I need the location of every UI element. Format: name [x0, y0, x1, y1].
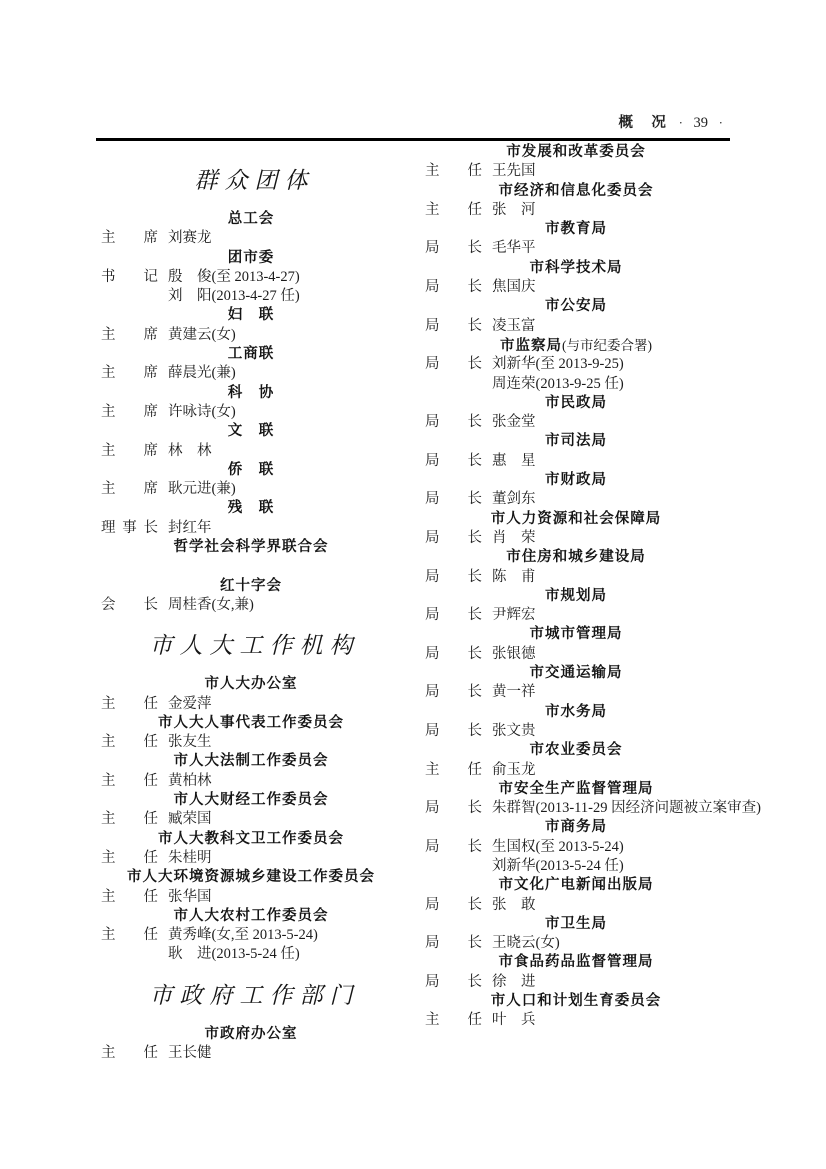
- organization-name: 市人大教科文卫工作委员会: [158, 830, 344, 847]
- officer-entry-continuation: [96, 287, 406, 306]
- officer-entry: [420, 606, 732, 625]
- officer-name: 金爱萍: [168, 695, 212, 712]
- organization-name: 市人力资源和社会保障局: [490, 510, 662, 527]
- officer-name: 肖 荣: [492, 529, 536, 546]
- officer-entry: [420, 162, 732, 181]
- officer-entry: [96, 442, 406, 461]
- officer-entry: [96, 1044, 406, 1063]
- role-label: 主 席: [101, 442, 158, 459]
- organization-note: (与市纪委合署): [562, 337, 652, 353]
- officer-name: 生国权(至 2013-5-24): [492, 838, 624, 855]
- officer-entry: [420, 278, 732, 297]
- role-label: 主 任: [101, 1044, 158, 1061]
- officer-name: 董剑东: [492, 491, 536, 508]
- organization-heading: [96, 577, 406, 596]
- officer-entry-continuation: [420, 375, 732, 394]
- officer-name: 王晓云(女): [492, 935, 560, 952]
- officer-entry: [420, 934, 732, 953]
- role-label: 局 长: [425, 896, 482, 913]
- organization-heading: [96, 249, 406, 268]
- officer-entry: [420, 317, 732, 336]
- organization-name: 市经济和信息化委员会: [498, 182, 654, 199]
- officer-name: 陈 甫: [492, 568, 536, 585]
- officer-name: 王长健: [168, 1044, 212, 1061]
- officer-name: 叶 兵: [492, 1012, 536, 1029]
- organization-heading: [420, 336, 732, 355]
- organization-name: 文 联: [227, 423, 275, 440]
- header-section-title: 概 况: [618, 115, 668, 131]
- officer-entry: [96, 268, 406, 287]
- role-label: 主 任: [101, 849, 158, 866]
- organization-name: 团市委: [227, 249, 275, 266]
- officer-name: 耿 进(2013-5-24 任): [168, 946, 300, 963]
- role-label: 主 席: [101, 326, 158, 343]
- organization-heading: [96, 830, 406, 849]
- role-label: 局 长: [425, 800, 482, 817]
- officer-name: 凌玉富: [492, 317, 536, 334]
- header-dot-left: ·: [678, 115, 683, 130]
- officer-entry: [420, 413, 732, 432]
- organization-heading: [420, 953, 732, 972]
- officer-entry: [96, 888, 406, 907]
- officer-name: 刘新华(2013-5-24 任): [492, 857, 624, 874]
- organization-heading: [420, 818, 732, 837]
- organization-heading: [420, 587, 732, 606]
- organization-heading: [420, 471, 732, 490]
- organization-heading: [420, 182, 732, 201]
- role-label: 主 任: [425, 163, 482, 180]
- organization-heading: [96, 714, 406, 733]
- organization-name: 市人口和计划生育委员会: [490, 993, 662, 1010]
- officer-name: 黄建云(女): [168, 326, 236, 343]
- officer-entry: [420, 1011, 732, 1030]
- organization-heading: [96, 306, 406, 325]
- officer-name: 封红年: [168, 519, 212, 536]
- officer-name: 刘 阳(2013-4-27 任): [168, 288, 300, 305]
- organization-heading: [420, 548, 732, 567]
- role-label: 主 任: [425, 201, 482, 218]
- role-label: 局 长: [425, 240, 482, 257]
- officer-entry: [420, 838, 732, 857]
- blank-line: [96, 557, 406, 576]
- officer-entry: [420, 973, 732, 992]
- organization-name: 市农业委员会: [529, 742, 623, 759]
- officer-entry: [96, 596, 406, 615]
- role-label: 局 长: [425, 838, 482, 855]
- officer-entry: [96, 326, 406, 345]
- organization-heading: [420, 876, 732, 895]
- role-label: 主 席: [101, 230, 158, 247]
- officer-name: 尹辉宏: [492, 607, 536, 624]
- role-label: 局 长: [425, 568, 482, 585]
- organization-name: 市人大环境资源城乡建设工作委员会: [127, 869, 375, 886]
- section-title: 市人大工作机构: [149, 633, 360, 660]
- officer-entry: [96, 849, 406, 868]
- role-label: 会 长: [101, 596, 158, 613]
- role-label: 局 长: [425, 491, 482, 508]
- organization-name: 市政府办公室: [204, 1025, 298, 1042]
- officer-entry: [420, 896, 732, 915]
- organization-heading: [420, 220, 732, 239]
- officer-entry: [96, 229, 406, 248]
- organization-name: 市住房和城乡建设局: [506, 549, 646, 566]
- organization-heading: [420, 432, 732, 451]
- organization-heading: [96, 345, 406, 364]
- officer-entry: [420, 799, 761, 818]
- role-label: 主 任: [101, 811, 158, 828]
- organization-name: 市商务局: [545, 819, 607, 836]
- organization-heading: [420, 394, 732, 413]
- officer-entry: [420, 239, 732, 258]
- officer-name: 朱桂明: [168, 849, 212, 866]
- organization-heading: [96, 384, 406, 403]
- role-label: 主 任: [101, 927, 158, 944]
- role-label: 局 长: [425, 452, 482, 469]
- organization-heading: [420, 510, 732, 529]
- role-label: 主 席: [101, 403, 158, 420]
- organization-name: 市人大财经工作委员会: [173, 792, 329, 809]
- organization-name: 市安全生产监督管理局: [498, 780, 654, 797]
- organization-name: 科 协: [227, 384, 275, 401]
- role-label: 局 长: [425, 356, 482, 373]
- officer-name: 张友生: [168, 734, 212, 751]
- officer-name: 臧荣国: [168, 811, 212, 828]
- organization-name: 哲学社会科学界联合会: [173, 539, 329, 556]
- officer-entry: [96, 695, 406, 714]
- organization-heading: [96, 791, 406, 810]
- section-title: 群众团体: [194, 168, 315, 194]
- header-rule: [96, 138, 730, 141]
- organization-heading: [420, 625, 732, 644]
- officer-entry: [420, 201, 732, 220]
- role-label: 局 长: [425, 607, 482, 624]
- officer-entry-continuation: [96, 945, 406, 964]
- officer-name: 耿元进(兼): [168, 481, 236, 498]
- organization-name: 残 联: [227, 500, 275, 517]
- organization-name: 市监察局: [500, 337, 562, 354]
- officer-name: 薛晨光(兼): [168, 365, 236, 382]
- officer-entry: [420, 722, 732, 741]
- officer-entry: [420, 683, 732, 702]
- officer-entry: [96, 480, 406, 499]
- organization-heading: [96, 461, 406, 480]
- officer-entry-continuation: [420, 857, 732, 876]
- organization-name: 侨 联: [227, 461, 275, 478]
- role-label: 主 任: [101, 695, 158, 712]
- officer-name: 张华国: [168, 888, 212, 905]
- organization-heading: [420, 915, 732, 934]
- organization-heading: [96, 210, 406, 229]
- officer-name: 刘赛龙: [168, 230, 212, 247]
- organization-heading: [96, 907, 406, 926]
- officer-name: 黄秀峰(女,至 2013-5-24): [168, 927, 318, 944]
- organization-name: 市食品药品监督管理局: [498, 954, 654, 971]
- organization-name: 市发展和改革委员会: [506, 144, 646, 160]
- officer-entry: [96, 926, 406, 945]
- officer-name: 张金堂: [492, 414, 536, 431]
- officer-entry: [420, 645, 732, 664]
- officer-name: 焦国庆: [492, 279, 536, 296]
- role-label: 主 席: [101, 481, 158, 498]
- role-label: 主 任: [425, 761, 482, 778]
- officer-name: 张 敢: [492, 896, 536, 913]
- organization-name: 市文化广电新闻出版局: [498, 877, 654, 894]
- organization-heading: [96, 675, 406, 694]
- officer-entry: [420, 529, 732, 548]
- organization-name: 市规划局: [545, 587, 607, 604]
- section-title: 市政府工作部门: [149, 982, 360, 1009]
- organization-name: 红十字会: [220, 577, 282, 594]
- organization-name: 市城市管理局: [529, 626, 623, 643]
- officer-name: 周桂香(女,兼): [168, 596, 254, 613]
- role-label: 书 记: [101, 268, 158, 285]
- officer-entry: [420, 490, 732, 509]
- officer-name: 朱群智(2013-11-29 因经济问题被立案审查): [492, 800, 761, 817]
- officer-name: 林 林: [168, 442, 212, 459]
- organization-name: 市人大人事代表工作委员会: [158, 714, 344, 731]
- officer-name: 许咏诗(女): [168, 403, 236, 420]
- officer-name: 张 河: [492, 201, 536, 218]
- organization-name: 工商联: [227, 346, 275, 363]
- right-column: [420, 143, 761, 1031]
- organization-heading: [96, 868, 406, 887]
- organization-heading: [96, 1025, 406, 1044]
- left-column: [96, 150, 406, 1063]
- officer-name: 俞玉龙: [492, 761, 536, 778]
- officer-name: 周连荣(2013-9-25 任): [492, 375, 624, 392]
- organization-name: 市人大办公室: [204, 676, 298, 693]
- officer-entry: [96, 772, 406, 791]
- officer-entry: [96, 364, 406, 383]
- officer-name: 张银德: [492, 645, 536, 662]
- role-label: 主 席: [101, 365, 158, 382]
- organization-heading: [420, 992, 732, 1011]
- role-label: 局 长: [425, 722, 482, 739]
- organization-heading: [96, 538, 406, 557]
- role-label: 局 长: [425, 684, 482, 701]
- organization-heading: [420, 143, 732, 162]
- organization-name: 市卫生局: [545, 915, 607, 932]
- organization-name: 市科学技术局: [529, 259, 623, 276]
- organization-heading: [420, 297, 732, 316]
- organization-name: 妇 联: [227, 307, 275, 324]
- officer-entry: [96, 403, 406, 422]
- organization-name: 市公安局: [545, 298, 607, 315]
- role-label: 主 任: [425, 1012, 482, 1029]
- header-page-number: 39: [693, 115, 709, 131]
- officer-name: 徐 进: [492, 973, 536, 990]
- organization-name: 市人大农村工作委员会: [173, 907, 329, 924]
- officer-name: 张文贵: [492, 722, 536, 739]
- organization-name: 市人大法制工作委员会: [173, 753, 329, 770]
- organization-heading: [96, 422, 406, 441]
- organization-name: 市教育局: [545, 221, 607, 238]
- officer-name: 刘新华(至 2013-9-25): [492, 356, 624, 373]
- role-label: 主 任: [101, 772, 158, 789]
- officer-entry: [420, 452, 732, 471]
- organization-name: 市财政局: [545, 472, 607, 489]
- organization-heading: [420, 664, 732, 683]
- officer-name: 王先国: [492, 163, 536, 180]
- role-label: 局 长: [425, 529, 482, 546]
- organization-name: 市民政局: [545, 394, 607, 411]
- officer-name: 黄一祥: [492, 684, 536, 701]
- officer-name: 殷 俊(至 2013-4-27): [168, 268, 300, 285]
- organization-heading: [96, 752, 406, 771]
- organization-heading: [420, 703, 732, 722]
- organization-name: 市司法局: [545, 433, 607, 450]
- organization-heading: [420, 741, 732, 760]
- officer-entry: [96, 519, 406, 538]
- role-label: 局 长: [425, 645, 482, 662]
- role-label: 局 长: [425, 935, 482, 952]
- officer-entry: [96, 810, 406, 829]
- role-label: 主 任: [101, 734, 158, 751]
- role-label: 理 事 长: [101, 519, 158, 536]
- role-label: 主 任: [101, 888, 158, 905]
- organization-heading: [420, 780, 732, 799]
- officer-name: 毛华平: [492, 240, 536, 257]
- page-header: [96, 111, 730, 132]
- role-label: 局 长: [425, 317, 482, 334]
- officer-entry: [420, 761, 732, 780]
- organization-name: 市交通运输局: [529, 665, 623, 682]
- officer-name: 黄柏林: [168, 772, 212, 789]
- officer-entry: [420, 355, 732, 374]
- organization-name: 市水务局: [545, 703, 607, 720]
- officer-name: 惠 星: [492, 452, 536, 469]
- role-label: 局 长: [425, 279, 482, 296]
- officer-entry: [96, 733, 406, 752]
- organization-name: 总工会: [227, 211, 275, 227]
- officer-entry: [420, 568, 732, 587]
- header-dot-right: ·: [718, 115, 723, 130]
- organization-heading: [420, 259, 732, 278]
- role-label: 局 长: [425, 973, 482, 990]
- organization-heading: [96, 499, 406, 518]
- role-label: 局 长: [425, 414, 482, 431]
